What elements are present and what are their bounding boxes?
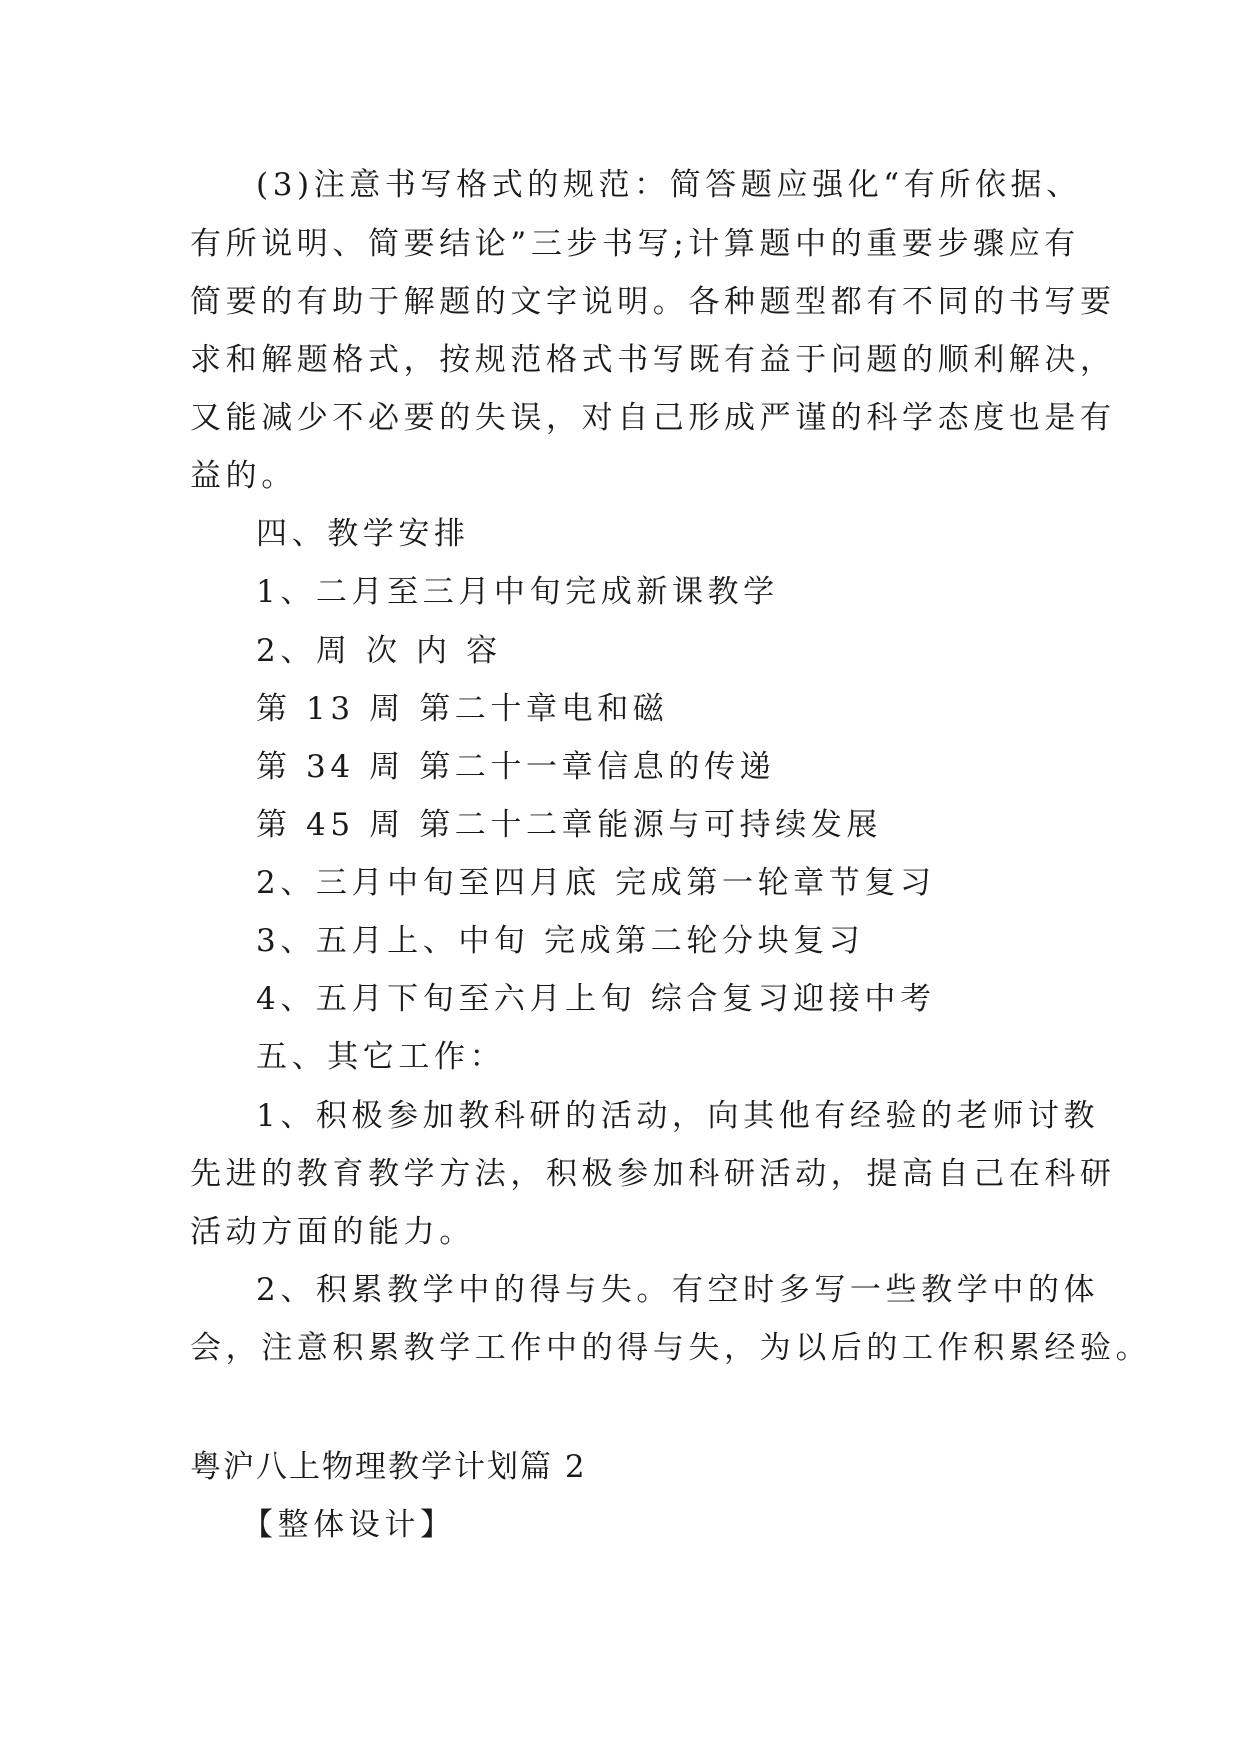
paragraph-line: 求和解题格式，按规范格式书写既有益于问题的顺利解决，	[190, 342, 1116, 378]
paragraph-line: (3)注意书写格式的规范：简答题应强化“有所依据、	[256, 167, 1082, 203]
paragraph-line: 2、积累教学中的得与失。有空时多写一些教学中的体	[256, 1272, 1100, 1308]
paragraph-line: 又能减少不必要的失误，对自己形成严谨的科学态度也是有	[190, 400, 1116, 436]
list-item: 2、周 次 内 容	[256, 633, 502, 669]
paragraph-line: 有所说明、简要结论”三步书写;计算题中的重要步骤应有	[190, 226, 1080, 262]
document-title: 粤沪八上物理教学计划篇 2	[190, 1449, 587, 1485]
section-heading: 五、其它工作：	[256, 1039, 506, 1075]
paragraph-line: 简要的有助于解题的文字说明。各种题型都有不同的书写要	[190, 284, 1116, 320]
week-row: 第 45 周 第二十二章能源与可持续发展	[256, 807, 883, 843]
paragraph-line: 活动方面的能力。	[190, 1214, 475, 1250]
list-item: 2、三月中旬至四月底 完成第一轮章节复习	[256, 865, 936, 901]
subheading: 【整体设计】	[242, 1507, 456, 1543]
paragraph-line: 先进的教育教学方法，积极参加科研活动，提高自己在科研	[190, 1156, 1116, 1192]
section-heading: 四、教学安排	[256, 516, 470, 552]
list-item: 3、五月上、中旬 完成第二轮分块复习	[256, 923, 865, 959]
paragraph-line: 1、积极参加教科研的活动，向其他有经验的老师讨教	[256, 1098, 1100, 1134]
paragraph-line: 益的。	[190, 458, 297, 494]
week-row: 第 13 周 第二十章电和磁	[256, 691, 669, 727]
list-item: 4、五月下旬至六月上旬 综合复习迎接中考	[256, 981, 936, 1017]
week-row: 第 34 周 第二十一章信息的传递	[256, 749, 776, 785]
paragraph-line: 会，注意积累教学工作中的得与失，为以后的工作积累经验。	[190, 1330, 1152, 1366]
list-item: 1、二月至三月中旬完成新课教学	[256, 574, 779, 610]
